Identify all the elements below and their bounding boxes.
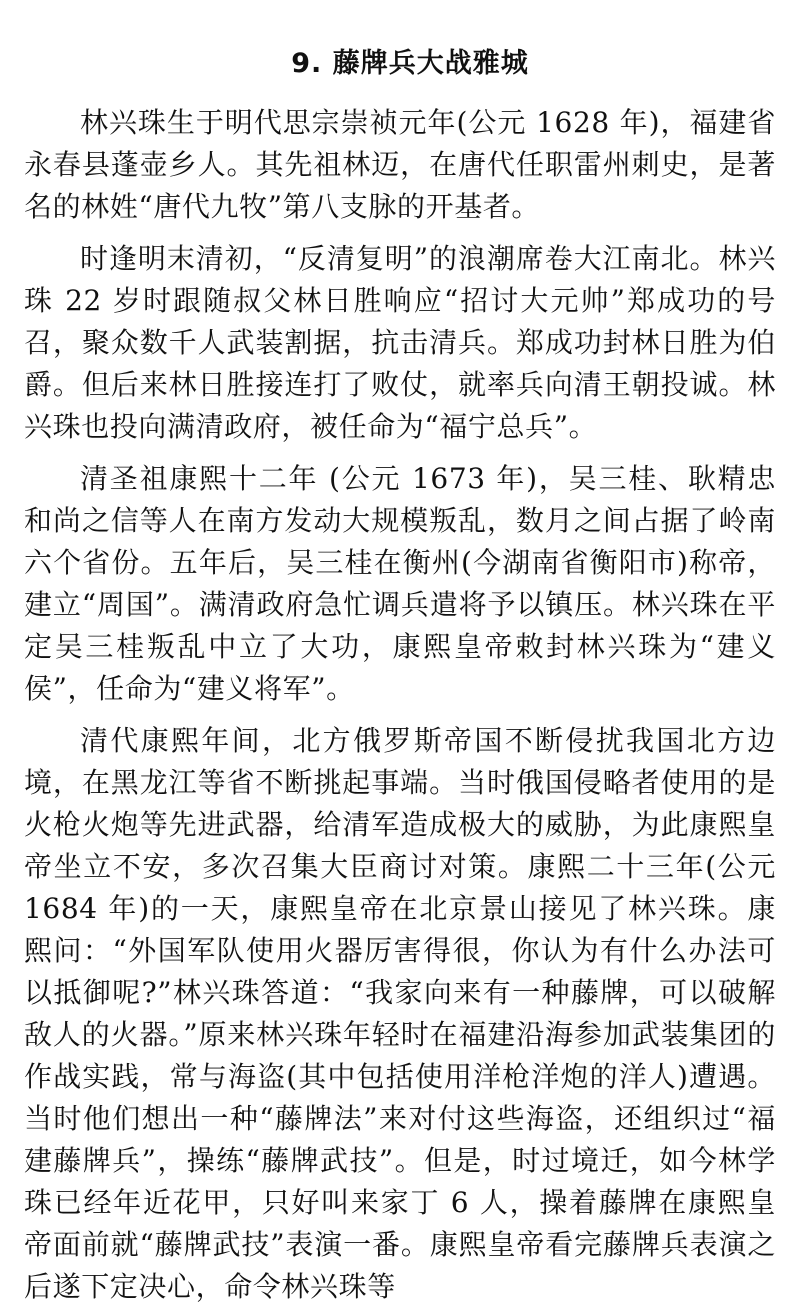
paragraph-4: 清代康熙年间，北方俄罗斯帝国不断侵扰我国北方边境，在黑龙江等省不断挑起事端。当时俄国侵略者使用的是火枪火炮等先进武器，给清军造成极大的威胁，为此康熙皇帝坐立不安，多次召集大臣商讨对策。康熙二十三年(公元 1684 年)的一天，康熙皇帝在北京景山接见了林兴珠。康熙问：“外国军队使用火器厉害得很，你认为有什么办法可以抵御呢?”林兴珠答道：“我家向来有一种藤牌，可以破解敌人的火器。”原来林兴珠年轻时在福建沿海参加武装集团的作战实践，常与海盗(其中包括使用洋枪洋炮的洋人)遭遇。当时他们想出一种“藤牌法”来对付这些海盗，还组织过“福建藤牌兵”，操练“藤牌武技”。但是，时过境迁，如今林学珠已经年近花甲，只好叫来家丁 6 人，操着藤牌在康熙皇帝面前就“藤牌武技”表演一番。康熙皇帝看完藤牌兵表演之后遂下定决心，命令林兴珠等 [24, 724, 776, 1303]
section-title: 9. 藤牌兵大战雅城 [291, 48, 529, 79]
paragraph-3: 清圣祖康熙十二年 (公元 1673 年)，吴三桂、耿精忠和尚之信等人在南方发动大规模叛乱，数月之间占据了岭南六个省份。五年后，吴三桂在衡州(今湖南省衡阳市)称帝，建立“周国”。满清政府急忙调兵遣将予以镇压。林兴珠在平定吴三桂叛乱中立了大功，康熙皇帝敕封林兴珠为“建义侯”，任命为“建义将军”。 [24, 462, 776, 705]
paragraph-2: 时逢明末清初，“反清复明”的浪潮席卷大江南北。林兴珠 22 岁时跟随叔父林日胜响应“招讨大元帅”郑成功的号召，聚众数千人武装割据，抗击清兵。郑成功封林日胜为伯爵。但后来林日胜接连打了败仗，就率兵向清王朝投诚。林兴珠也投向满清政府，被任命为“福宁总兵”。 [24, 242, 776, 443]
paragraph-1: 林兴珠生于明代思宗崇祯元年(公元 1628 年)，福建省永春县蓬壶乡人。其先祖林迈，在唐代任职雷州刺史，是著名的林姓“唐代九牧”第八支脉的开基者。 [24, 106, 776, 223]
